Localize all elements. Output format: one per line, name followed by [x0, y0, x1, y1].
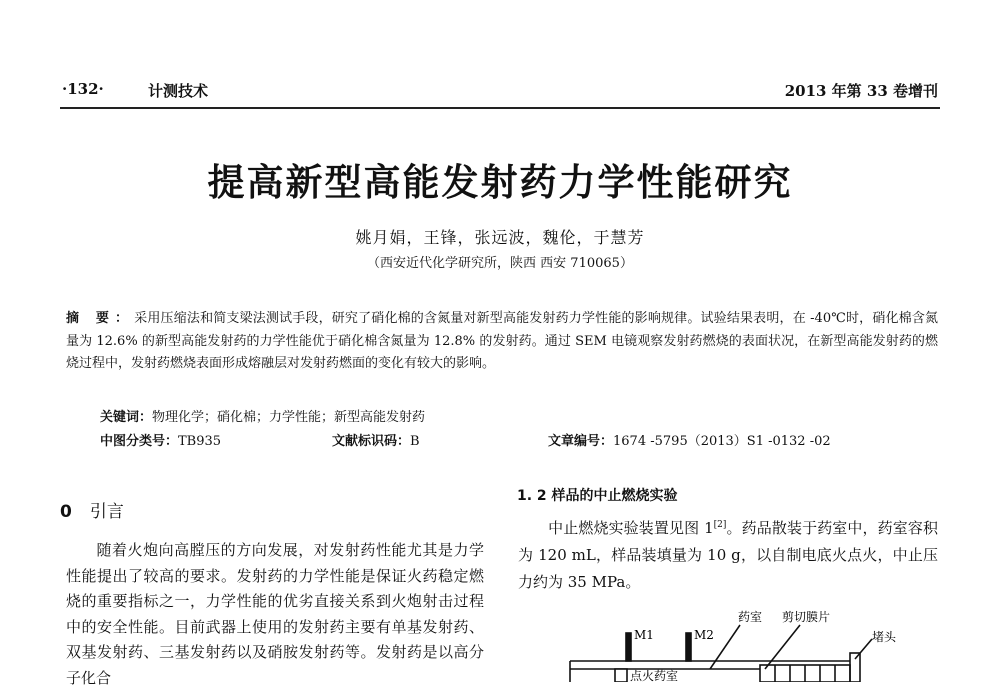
abstract-text: 采用压缩法和简支梁法测试手段，研究了硝化棉的含氮量对新型高能发射药力学性能的影响规律。试验结果表明，在 -40℃时，硝化棉含氮量为 12.6% 的新型高能发射药的力学性能优于硝化棉含氮量为 12.8% 的发射药。通过 SEM 电镜观察发射药燃烧的表面状况，在新型高能发射药的燃烧过程中，发射药燃烧表面形成熔融层对发射药燃面的变化有较大的影响。 [66, 311, 938, 371]
keywords-text: 物理化学；硝化棉；力学性能；新型高能发射药 [152, 410, 426, 425]
keywords-label: 关键词： [100, 410, 153, 425]
authors: 姚月娟，王锋，张远波，魏伦，于慧芳 [355, 228, 645, 247]
document-code [332, 430, 420, 449]
keywords [100, 406, 425, 425]
reference-marker: [2] [713, 520, 727, 530]
subsection-heading: 1. 2 样品的中止燃烧实验 [517, 488, 678, 504]
experiment-paragraph [518, 512, 938, 596]
apparatus-figure [560, 603, 900, 682]
clc-number [100, 430, 221, 449]
abstract-label: 摘 要： [66, 311, 135, 326]
leader-plug [855, 639, 872, 659]
affiliation: （西安近代化学研究所，陕西 西安 710065） [367, 256, 633, 271]
abstract [66, 308, 938, 376]
gauge-port-m1 [626, 633, 631, 661]
leader-chamber [710, 625, 740, 669]
experiment-text-1: 中止燃烧实验装置见图 1 [548, 519, 714, 537]
section-heading-introduction [60, 497, 124, 522]
issue-info: 2013 年第 33 卷增刊 [784, 82, 938, 100]
header-rule [60, 107, 940, 109]
article-no-value: 1674 -5795（2013）S1 -0132 -02 [613, 434, 831, 449]
doc-code-value: B [410, 434, 420, 449]
experiment-text-2: 。药品散装于药室中，药室容积为 120 mL，样品装填量为 10 g，以自制电底火点火，中止压力约为 35 MPa。 [518, 519, 938, 591]
article-no-label: 文章编号： [548, 434, 614, 449]
doc-code-label: 文献标识码： [332, 434, 411, 449]
article-number [548, 430, 831, 449]
introduction-text: 随着火炮向高膛压的方向发展，对发射药性能尤其是力学性能提出了较高的要求。发射药的力学性能是保证火药稳定燃烧的重要指标之一，力学性能的优劣直接关系到火炮射击过程中的安全性能。目前武器上使用的发射药主要有单基发射药、双基发射药、三基发射药以及硝胺发射药等。发射药是以高分子化合 [66, 541, 484, 687]
label-m2: M2 [694, 628, 714, 642]
label-plug: 堵头 [872, 630, 897, 644]
section-title: 引言 [89, 502, 124, 522]
journal-name: 计测技术 [148, 82, 209, 100]
clc-label: 中图分类号： [100, 434, 179, 449]
section-number: 0 [60, 502, 72, 522]
clc-value: TB935 [178, 434, 222, 449]
label-diaphragm: 剪切膜片 [782, 610, 831, 624]
page-number: ·132· [62, 80, 104, 98]
label-m1: M1 [634, 628, 654, 642]
ignition-chamber-box [615, 669, 627, 682]
label-chamber: 药室 [738, 610, 763, 624]
gauge-port-m2 [686, 633, 691, 661]
end-plug [850, 653, 860, 682]
paper-title: 提高新型高能发射药力学性能研究 [207, 161, 793, 204]
leader-diaphragm [765, 625, 800, 669]
label-ignition: 点火药室 [630, 669, 679, 682]
introduction-paragraph [66, 538, 484, 691]
